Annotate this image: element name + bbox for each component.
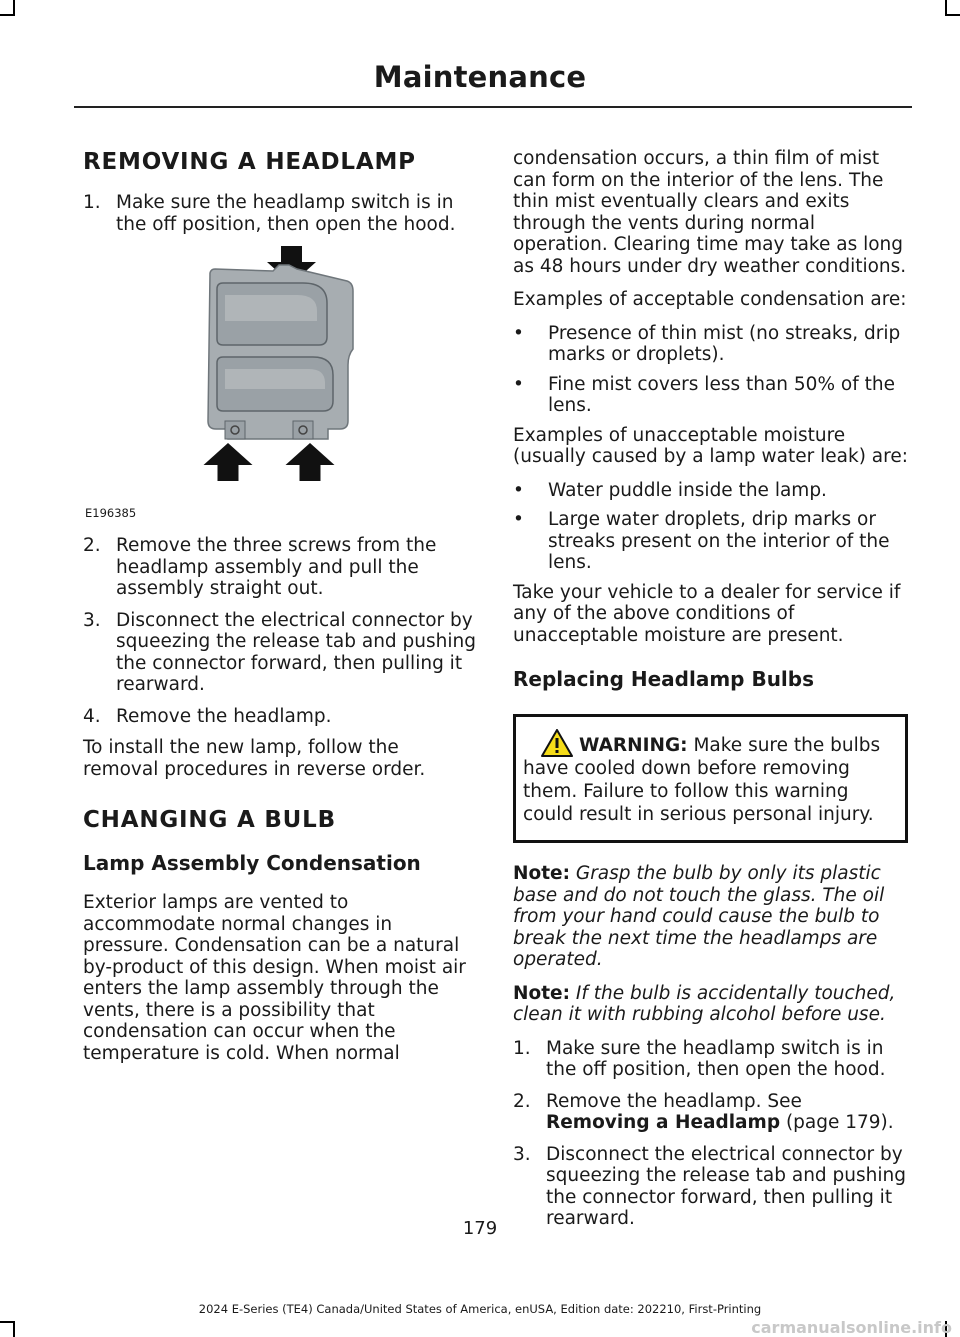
figure-code: E196385 xyxy=(85,506,137,520)
list-item xyxy=(513,374,908,417)
list-item xyxy=(513,509,908,574)
header-rule xyxy=(74,106,912,108)
dealer-service-text: Take your vehicle to a dealer for service if any of the above conditions of unacceptable moisture are present. xyxy=(513,581,901,646)
bullet-icon: • xyxy=(513,322,524,344)
step-number: 3. xyxy=(513,1143,531,1165)
edition-footer: 2024 E-Series (TE4) Canada/United States of America, enUSA, Edition date: 202210, First-Printing xyxy=(198,1302,762,1316)
note-grasp-bulb xyxy=(513,863,908,971)
step-text: Remove the headlamp. xyxy=(116,705,332,727)
install-instructions: To install the new lamp, follow the removal procedures in reverse order. xyxy=(83,737,426,780)
bullet-icon: • xyxy=(513,479,524,501)
step-number: 1. xyxy=(83,192,101,213)
left-column xyxy=(83,140,478,1076)
step-text: Make sure the headlamp switch is in the off position, then open the hood. xyxy=(546,1037,886,1080)
note-label: Note: xyxy=(513,863,570,884)
screw-tab-right xyxy=(293,421,313,439)
bullet-text: Fine mist covers less than 50% of the lens. xyxy=(548,373,895,416)
warning-triangle-icon xyxy=(541,729,573,757)
list-item xyxy=(83,706,478,728)
step-text-main: Remove the headlamp. See xyxy=(546,1090,802,1112)
page-reference: (page 179). xyxy=(780,1112,894,1133)
step-number: 2. xyxy=(83,535,101,556)
section-removing-headlamp-title: REMOVING A HEADLAMP xyxy=(83,149,416,175)
watermark: carmanualsonline.info xyxy=(751,1318,952,1337)
crop-mark-tr-h xyxy=(945,14,960,16)
list-item xyxy=(83,192,478,235)
list-item xyxy=(513,1144,908,1230)
arrow-up-icon xyxy=(286,443,335,481)
note-text: If the bulb is accidentally touched, clean it with rubbing alcohol before use. xyxy=(513,982,896,1025)
page-title: Maintenance xyxy=(373,60,587,94)
step-text: Remove the three screws from the headlamp assembly and pull the assembly straight out. xyxy=(116,535,437,599)
section-changing-bulb-title: CHANGING A BULB xyxy=(83,807,336,833)
list-item xyxy=(513,1038,908,1081)
step-text: Disconnect the electrical connector by squeezing the release tab and pushing the connector forward, then pulling it rearward. xyxy=(546,1143,906,1229)
bullet-text: Presence of thin mist (no streaks, drip marks or droplets). xyxy=(548,322,901,365)
acceptable-intro: Examples of acceptable condensation are: xyxy=(513,289,907,310)
step-number: 1. xyxy=(513,1037,531,1059)
step-text: Make sure the headlamp switch is in the off position, then open the hood. xyxy=(116,192,456,235)
page-number: 179 xyxy=(462,1218,498,1239)
step-text xyxy=(546,1091,908,1134)
crop-mark-bl-v xyxy=(13,1321,15,1337)
screw-tab-left xyxy=(225,421,245,439)
condensation-paragraph-continued: condensation occurs, a thin film of mist can form on the interior of the lens. The thin mist eventually clears and exits through the vents during normal operation. Clearing time may take as long as 48 hours under dry weather conditions. xyxy=(513,148,907,277)
step-number: 4. xyxy=(83,705,101,727)
condensation-paragraph: Exterior lamps are vented to accommodate normal changes in pressure. Condensation can be a natural by-product of this design. When moist air enters the lamp assembly through the vents, there is a possibility that condensation can occur when the temperature is cold. When normal xyxy=(83,892,466,1064)
crop-mark-bl-h xyxy=(0,1321,15,1323)
headlamp-figure xyxy=(83,245,478,523)
warning-text: Make sure the bulbs have cooled down before removing them. Failure to follow this warning could result in serious personal injury. xyxy=(523,735,881,825)
warning-box xyxy=(513,714,908,843)
unacceptable-intro: Examples of unacceptable moisture (usually caused by a lamp water leak) are: xyxy=(513,424,908,467)
right-column xyxy=(513,148,908,1240)
note-text: Grasp the bulb by only its plastic base and do not touch the glass. The oil from your hand could cause the bulb to break the next time the headlamps are operated. xyxy=(513,863,885,970)
list-item xyxy=(513,480,908,502)
list-item xyxy=(83,535,478,600)
step-number: 2. xyxy=(513,1090,531,1112)
bullet-text: Water puddle inside the lamp. xyxy=(548,479,827,501)
bullet-text: Large water droplets, drip marks or streaks present on the interior of the lens. xyxy=(548,509,890,573)
list-item xyxy=(83,610,478,696)
warning-label: WARNING: xyxy=(579,735,688,756)
headlamp-illustration xyxy=(83,245,478,523)
subsection-condensation-title: Lamp Assembly Condensation xyxy=(83,851,421,875)
subsection-replacing-bulbs-title: Replacing Headlamp Bulbs xyxy=(513,667,815,691)
step-text: Disconnect the electrical connector by squeezing the release tab and pushing the connector forward, then pulling it rearward. xyxy=(116,609,476,695)
step-number: 3. xyxy=(83,609,101,631)
list-item xyxy=(513,323,908,366)
bullet-icon: • xyxy=(513,373,524,395)
note-touched-bulb xyxy=(513,983,908,1026)
list-item xyxy=(513,1091,908,1134)
note-label: Note: xyxy=(513,982,570,1004)
crop-mark-tl-h xyxy=(0,14,15,16)
removing-headlamp-link[interactable]: Removing a Headlamp xyxy=(546,1112,781,1133)
arrow-up-icon xyxy=(204,443,253,481)
bullet-icon: • xyxy=(513,509,524,530)
